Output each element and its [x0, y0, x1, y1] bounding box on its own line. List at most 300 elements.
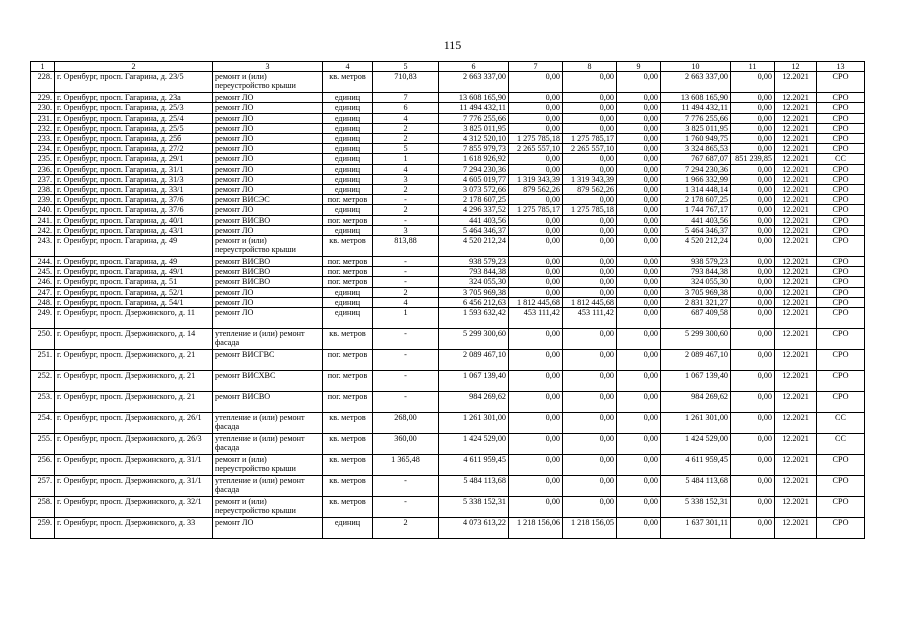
unit-cell: кв. метров [323, 455, 373, 476]
row-number: 238. [31, 185, 55, 195]
owner-cost-cell: 7 294 230,36 [661, 164, 731, 174]
other-cost-cell: 0,00 [731, 308, 775, 329]
work-type-cell: утепление и (или) ремонт фасада [213, 329, 323, 350]
fund-cost-cell: 0,00 [509, 413, 563, 434]
work-type-cell: ремонт ВИСХВС [213, 371, 323, 392]
deadline-cell: 12.2021 [775, 476, 817, 497]
other-cost-cell: 0,00 [731, 113, 775, 123]
other-cost-cell: 0,00 [731, 93, 775, 103]
address-cell: г. Оренбург, просп. Гагарина, д. 33/1 [55, 185, 213, 195]
deadline-cell: 12.2021 [775, 497, 817, 518]
regional-cost-cell: 0,00 [617, 123, 661, 133]
owner-cost-cell: 767 687,07 [661, 154, 731, 164]
other-cost-cell: 0,00 [731, 103, 775, 113]
row-number: 259. [31, 518, 55, 539]
owner-cost-cell: 13 608 165,90 [661, 93, 731, 103]
other-cost-cell: 0,00 [731, 185, 775, 195]
fund-cost-cell: 0,00 [509, 371, 563, 392]
regional-cost-cell: 0,00 [617, 497, 661, 518]
other-cost-cell: 0,00 [731, 72, 775, 93]
deadline-cell: 12.2021 [775, 134, 817, 144]
deadline-cell: 12.2021 [775, 93, 817, 103]
address-cell: г. Оренбург, просп. Гагарина, д. 52/1 [55, 287, 213, 297]
other-cost-cell: 0,00 [731, 329, 775, 350]
deadline-cell: 12.2021 [775, 277, 817, 287]
work-type-cell: ремонт ВИСВО [213, 277, 323, 287]
regional-cost-cell: 0,00 [617, 174, 661, 184]
total-cost-cell: 4 296 337,52 [439, 205, 509, 215]
other-cost-cell: 0,00 [731, 350, 775, 371]
total-cost-cell: 441 403,56 [439, 215, 509, 225]
regional-cost-cell: 0,00 [617, 154, 661, 164]
method-cell: СРО [817, 518, 865, 539]
table-row [31, 185, 865, 195]
other-cost-cell: 0,00 [731, 497, 775, 518]
work-type-cell: ремонт и (или) переустройство крыши [213, 497, 323, 518]
total-cost-cell: 4 312 520,10 [439, 134, 509, 144]
row-number: 240. [31, 205, 55, 215]
table-row [31, 236, 865, 257]
address-cell: г. Оренбург, просп. Дзержинского, д. 21 [55, 392, 213, 413]
regional-cost-cell: 0,00 [617, 144, 661, 154]
regional-cost-cell: 0,00 [617, 308, 661, 329]
total-cost-cell: 5 338 152,31 [439, 497, 509, 518]
federal-cost-cell: 1 218 156,05 [563, 518, 617, 539]
work-type-cell: ремонт ЛО [213, 518, 323, 539]
column-header: 3 [213, 62, 323, 72]
owner-cost-cell: 1 744 767,17 [661, 205, 731, 215]
method-cell: СРО [817, 113, 865, 123]
fund-cost-cell: 0,00 [509, 93, 563, 103]
regional-cost-cell: 0,00 [617, 413, 661, 434]
regional-cost-cell: 0,00 [617, 164, 661, 174]
quantity-cell: 4 [373, 113, 439, 123]
deadline-cell: 12.2021 [775, 225, 817, 235]
federal-cost-cell: 0,00 [563, 476, 617, 497]
fund-cost-cell: 0,00 [509, 123, 563, 133]
address-cell: г. Оренбург, просп. Гагарина, д. 23/5 [55, 72, 213, 93]
quantity-cell: 1 [373, 154, 439, 164]
total-cost-cell: 3 825 011,95 [439, 123, 509, 133]
federal-cost-cell: 0,00 [563, 154, 617, 164]
regional-cost-cell: 0,00 [617, 103, 661, 113]
table-row [31, 257, 865, 267]
unit-cell: единиц [323, 225, 373, 235]
deadline-cell: 12.2021 [775, 185, 817, 195]
work-type-cell: утепление и (или) ремонт фасада [213, 413, 323, 434]
column-header: 4 [323, 62, 373, 72]
address-cell: г. Оренбург, просп. Гагарина, д. 49 [55, 236, 213, 257]
total-cost-cell: 1 067 139,40 [439, 371, 509, 392]
table-row [31, 267, 865, 277]
work-type-cell: ремонт и (или) переустройство крыши [213, 236, 323, 257]
quantity-cell: 813,88 [373, 236, 439, 257]
fund-cost-cell: 0,00 [509, 72, 563, 93]
address-cell: г. Оренбург, просп. Гагарина, д. 25/3 [55, 103, 213, 113]
deadline-cell: 12.2021 [775, 267, 817, 277]
federal-cost-cell: 0,00 [563, 103, 617, 113]
owner-cost-cell: 1 314 448,14 [661, 185, 731, 195]
unit-cell: единиц [323, 287, 373, 297]
row-number: 255. [31, 434, 55, 455]
column-number-row [31, 62, 865, 72]
work-type-cell: ремонт и (или) переустройство крыши [213, 455, 323, 476]
quantity-cell: 2 [373, 205, 439, 215]
total-cost-cell: 6 456 212,63 [439, 297, 509, 307]
row-number: 233. [31, 134, 55, 144]
fund-cost-cell: 0,00 [509, 329, 563, 350]
address-cell: г. Оренбург, просп. Гагарина, д. 43/1 [55, 225, 213, 235]
address-cell: г. Оренбург, просп. Дзержинского, д. 31/1 [55, 476, 213, 497]
table-row [31, 308, 865, 329]
row-number: 251. [31, 350, 55, 371]
owner-cost-cell: 5 484 113,68 [661, 476, 731, 497]
work-type-cell: ремонт ЛО [213, 134, 323, 144]
column-header: 1 [31, 62, 55, 72]
fund-cost-cell: 1 812 445,68 [509, 297, 563, 307]
row-number: 234. [31, 144, 55, 154]
other-cost-cell: 0,00 [731, 277, 775, 287]
owner-cost-cell: 1 637 301,11 [661, 518, 731, 539]
fund-cost-cell: 879 562,26 [509, 185, 563, 195]
table-row [31, 134, 865, 144]
other-cost-cell: 0,00 [731, 164, 775, 174]
method-cell: СС [817, 434, 865, 455]
other-cost-cell: 0,00 [731, 434, 775, 455]
page-number: 115 [443, 38, 462, 52]
quantity-cell: 3 [373, 174, 439, 184]
owner-cost-cell: 2 663 337,00 [661, 72, 731, 93]
quantity-cell: - [373, 277, 439, 287]
column-header: 13 [817, 62, 865, 72]
row-number: 232. [31, 123, 55, 133]
method-cell: СРО [817, 205, 865, 215]
row-number: 239. [31, 195, 55, 205]
quantity-cell: 4 [373, 297, 439, 307]
regional-cost-cell: 0,00 [617, 434, 661, 455]
address-cell: г. Оренбург, просп. Гагарина, д. 27/2 [55, 144, 213, 154]
row-number: 250. [31, 329, 55, 350]
work-type-cell: ремонт ЛО [213, 308, 323, 329]
deadline-cell: 12.2021 [775, 413, 817, 434]
deadline-cell: 12.2021 [775, 205, 817, 215]
row-number: 256. [31, 455, 55, 476]
owner-cost-cell: 11 494 432,11 [661, 103, 731, 113]
federal-cost-cell: 0,00 [563, 93, 617, 103]
method-cell: СРО [817, 392, 865, 413]
unit-cell: единиц [323, 205, 373, 215]
method-cell: СРО [817, 236, 865, 257]
quantity-cell: 2 [373, 134, 439, 144]
work-type-cell: утепление и (или) ремонт фасада [213, 476, 323, 497]
address-cell: г. Оренбург, просп. Гагарина, д. 54/1 [55, 297, 213, 307]
fund-cost-cell: 0,00 [509, 195, 563, 205]
column-header: 8 [563, 62, 617, 72]
total-cost-cell: 5 464 346,37 [439, 225, 509, 235]
column-header: 5 [373, 62, 439, 72]
capital-repair-table [30, 61, 865, 539]
method-cell: СРО [817, 476, 865, 497]
federal-cost-cell: 0,00 [563, 225, 617, 235]
unit-cell: единиц [323, 174, 373, 184]
fund-cost-cell: 2 265 557,10 [509, 144, 563, 154]
table-row [31, 518, 865, 539]
row-number: 254. [31, 413, 55, 434]
regional-cost-cell: 0,00 [617, 93, 661, 103]
deadline-cell: 12.2021 [775, 308, 817, 329]
owner-cost-cell: 2 089 467,10 [661, 350, 731, 371]
unit-cell: пог. метров [323, 392, 373, 413]
row-number: 236. [31, 164, 55, 174]
total-cost-cell: 4 605 019,77 [439, 174, 509, 184]
address-cell: г. Оренбург, просп. Гагарина, д. 51 [55, 277, 213, 287]
total-cost-cell: 11 494 432,11 [439, 103, 509, 113]
table-row [31, 144, 865, 154]
unit-cell: единиц [323, 297, 373, 307]
address-cell: г. Оренбург, просп. Дзержинского, д. 32/1 [55, 497, 213, 518]
total-cost-cell: 1 261 301,00 [439, 413, 509, 434]
row-number: 242. [31, 225, 55, 235]
unit-cell: кв. метров [323, 236, 373, 257]
total-cost-cell: 13 608 165,90 [439, 93, 509, 103]
work-type-cell: ремонт ЛО [213, 103, 323, 113]
quantity-cell: - [373, 329, 439, 350]
federal-cost-cell: 0,00 [563, 350, 617, 371]
unit-cell: пог. метров [323, 267, 373, 277]
row-number: 237. [31, 174, 55, 184]
fund-cost-cell: 0,00 [509, 277, 563, 287]
work-type-cell: ремонт ЛО [213, 113, 323, 123]
unit-cell: единиц [323, 134, 373, 144]
other-cost-cell: 0,00 [731, 123, 775, 133]
quantity-cell: 360,00 [373, 434, 439, 455]
regional-cost-cell: 0,00 [617, 392, 661, 413]
table-row [31, 113, 865, 123]
address-cell: г. Оренбург, просп. Дзержинского, д. 31/1 [55, 455, 213, 476]
quantity-cell: 2 [373, 185, 439, 195]
regional-cost-cell: 0,00 [617, 72, 661, 93]
unit-cell: единиц [323, 113, 373, 123]
other-cost-cell: 0,00 [731, 174, 775, 184]
unit-cell: пог. метров [323, 371, 373, 392]
regional-cost-cell: 0,00 [617, 215, 661, 225]
row-number: 246. [31, 277, 55, 287]
method-cell: СРО [817, 497, 865, 518]
row-number: 257. [31, 476, 55, 497]
unit-cell: пог. метров [323, 257, 373, 267]
total-cost-cell: 5 299 300,60 [439, 329, 509, 350]
regional-cost-cell: 0,00 [617, 236, 661, 257]
quantity-cell: - [373, 497, 439, 518]
federal-cost-cell: 0,00 [563, 215, 617, 225]
owner-cost-cell: 2 831 321,27 [661, 297, 731, 307]
total-cost-cell: 3 073 572,66 [439, 185, 509, 195]
fund-cost-cell: 0,00 [509, 236, 563, 257]
other-cost-cell: 851 239,85 [731, 154, 775, 164]
other-cost-cell: 0,00 [731, 267, 775, 277]
other-cost-cell: 0,00 [731, 236, 775, 257]
federal-cost-cell: 0,00 [563, 123, 617, 133]
quantity-cell: - [373, 215, 439, 225]
unit-cell: единиц [323, 308, 373, 329]
total-cost-cell: 1 593 632,42 [439, 308, 509, 329]
owner-cost-cell: 5 464 346,37 [661, 225, 731, 235]
regional-cost-cell: 0,00 [617, 134, 661, 144]
unit-cell: кв. метров [323, 434, 373, 455]
other-cost-cell: 0,00 [731, 134, 775, 144]
deadline-cell: 12.2021 [775, 113, 817, 123]
address-cell: г. Оренбург, просп. Гагарина, д. 25/5 [55, 123, 213, 133]
owner-cost-cell: 1 424 529,00 [661, 434, 731, 455]
federal-cost-cell: 0,00 [563, 287, 617, 297]
other-cost-cell: 0,00 [731, 287, 775, 297]
other-cost-cell: 0,00 [731, 518, 775, 539]
deadline-cell: 12.2021 [775, 164, 817, 174]
total-cost-cell: 3 705 969,38 [439, 287, 509, 297]
row-number: 231. [31, 113, 55, 123]
fund-cost-cell: 0,00 [509, 164, 563, 174]
method-cell: СРО [817, 308, 865, 329]
address-cell: г. Оренбург, просп. Гагарина, д. 37/6 [55, 195, 213, 205]
owner-cost-cell: 3 825 011,95 [661, 123, 731, 133]
row-number: 249. [31, 308, 55, 329]
owner-cost-cell: 441 403,56 [661, 215, 731, 225]
deadline-cell: 12.2021 [775, 434, 817, 455]
federal-cost-cell: 0,00 [563, 371, 617, 392]
address-cell: г. Оренбург, просп. Дзержинского, д. 21 [55, 371, 213, 392]
fund-cost-cell: 0,00 [509, 267, 563, 277]
table-row [31, 476, 865, 497]
regional-cost-cell: 0,00 [617, 225, 661, 235]
work-type-cell: ремонт ЛО [213, 93, 323, 103]
table-row [31, 164, 865, 174]
federal-cost-cell: 0,00 [563, 497, 617, 518]
quantity-cell: - [373, 257, 439, 267]
address-cell: г. Оренбург, просп. Гагарина, д. 25б [55, 134, 213, 144]
total-cost-cell: 324 055,30 [439, 277, 509, 287]
row-number: 252. [31, 371, 55, 392]
unit-cell: пог. метров [323, 277, 373, 287]
table-row [31, 392, 865, 413]
quantity-cell: - [373, 350, 439, 371]
address-cell: г. Оренбург, просп. Гагарина, д. 23а [55, 93, 213, 103]
row-number: 235. [31, 154, 55, 164]
total-cost-cell: 793 844,38 [439, 267, 509, 277]
regional-cost-cell: 0,00 [617, 371, 661, 392]
unit-cell: единиц [323, 164, 373, 174]
fund-cost-cell: 1 319 343,39 [509, 174, 563, 184]
owner-cost-cell: 687 409,58 [661, 308, 731, 329]
unit-cell: единиц [323, 154, 373, 164]
unit-cell: кв. метров [323, 329, 373, 350]
method-cell: СРО [817, 267, 865, 277]
federal-cost-cell: 0,00 [563, 257, 617, 267]
unit-cell: кв. метров [323, 72, 373, 93]
federal-cost-cell: 0,00 [563, 413, 617, 434]
unit-cell: единиц [323, 93, 373, 103]
total-cost-cell: 4 073 613,22 [439, 518, 509, 539]
other-cost-cell: 0,00 [731, 297, 775, 307]
total-cost-cell: 7 855 979,73 [439, 144, 509, 154]
federal-cost-cell: 2 265 557,10 [563, 144, 617, 154]
fund-cost-cell: 0,00 [509, 103, 563, 113]
address-cell: г. Оренбург, просп. Дзержинского, д. 26/1 [55, 413, 213, 434]
work-type-cell: ремонт ВИСГВС [213, 350, 323, 371]
row-number: 244. [31, 257, 55, 267]
row-number: 247. [31, 287, 55, 297]
method-cell: СРО [817, 164, 865, 174]
owner-cost-cell: 984 269,62 [661, 392, 731, 413]
address-cell: г. Оренбург, просп. Дзержинского, д. 21 [55, 350, 213, 371]
table-row [31, 297, 865, 307]
deadline-cell: 12.2021 [775, 174, 817, 184]
owner-cost-cell: 3 705 969,38 [661, 287, 731, 297]
deadline-cell: 12.2021 [775, 123, 817, 133]
regional-cost-cell: 0,00 [617, 518, 661, 539]
federal-cost-cell: 0,00 [563, 72, 617, 93]
row-number: 258. [31, 497, 55, 518]
federal-cost-cell: 453 111,42 [563, 308, 617, 329]
work-type-cell: ремонт и (или) переустройство крыши [213, 72, 323, 93]
total-cost-cell: 2 089 467,10 [439, 350, 509, 371]
address-cell: г. Оренбург, просп. Дзержинского, д. 33 [55, 518, 213, 539]
deadline-cell: 12.2021 [775, 103, 817, 113]
federal-cost-cell: 0,00 [563, 164, 617, 174]
regional-cost-cell: 0,00 [617, 350, 661, 371]
owner-cost-cell: 5 299 300,60 [661, 329, 731, 350]
method-cell: СРО [817, 329, 865, 350]
deadline-cell: 12.2021 [775, 329, 817, 350]
method-cell: СРО [817, 297, 865, 307]
fund-cost-cell: 0,00 [509, 497, 563, 518]
federal-cost-cell: 0,00 [563, 455, 617, 476]
total-cost-cell: 1 424 529,00 [439, 434, 509, 455]
work-type-cell: ремонт ЛО [213, 144, 323, 154]
other-cost-cell: 0,00 [731, 144, 775, 154]
table-row [31, 287, 865, 297]
other-cost-cell: 0,00 [731, 476, 775, 497]
fund-cost-cell: 0,00 [509, 113, 563, 123]
owner-cost-cell: 5 338 152,31 [661, 497, 731, 518]
method-cell: СРО [817, 174, 865, 184]
work-type-cell: ремонт ЛО [213, 205, 323, 215]
work-type-cell: утепление и (или) ремонт фасада [213, 434, 323, 455]
federal-cost-cell: 1 275 785,18 [563, 205, 617, 215]
method-cell: СРО [817, 257, 865, 267]
regional-cost-cell: 0,00 [617, 257, 661, 267]
table-row [31, 413, 865, 434]
regional-cost-cell: 0,00 [617, 455, 661, 476]
total-cost-cell: 938 579,23 [439, 257, 509, 267]
address-cell: г. Оренбург, просп. Гагарина, д. 31/1 [55, 164, 213, 174]
deadline-cell: 12.2021 [775, 195, 817, 205]
column-header: 2 [55, 62, 213, 72]
owner-cost-cell: 1 966 332,99 [661, 174, 731, 184]
owner-cost-cell: 4 520 212,24 [661, 236, 731, 257]
work-type-cell: ремонт ЛО [213, 225, 323, 235]
fund-cost-cell: 0,00 [509, 455, 563, 476]
owner-cost-cell: 938 579,23 [661, 257, 731, 267]
regional-cost-cell: 0,00 [617, 277, 661, 287]
owner-cost-cell: 4 611 959,45 [661, 455, 731, 476]
federal-cost-cell: 0,00 [563, 277, 617, 287]
unit-cell: пог. метров [323, 195, 373, 205]
address-cell: г. Оренбург, просп. Дзержинского, д. 26/3 [55, 434, 213, 455]
quantity-cell: 710,83 [373, 72, 439, 93]
method-cell: СРО [817, 225, 865, 235]
fund-cost-cell: 453 111,42 [509, 308, 563, 329]
deadline-cell: 12.2021 [775, 144, 817, 154]
